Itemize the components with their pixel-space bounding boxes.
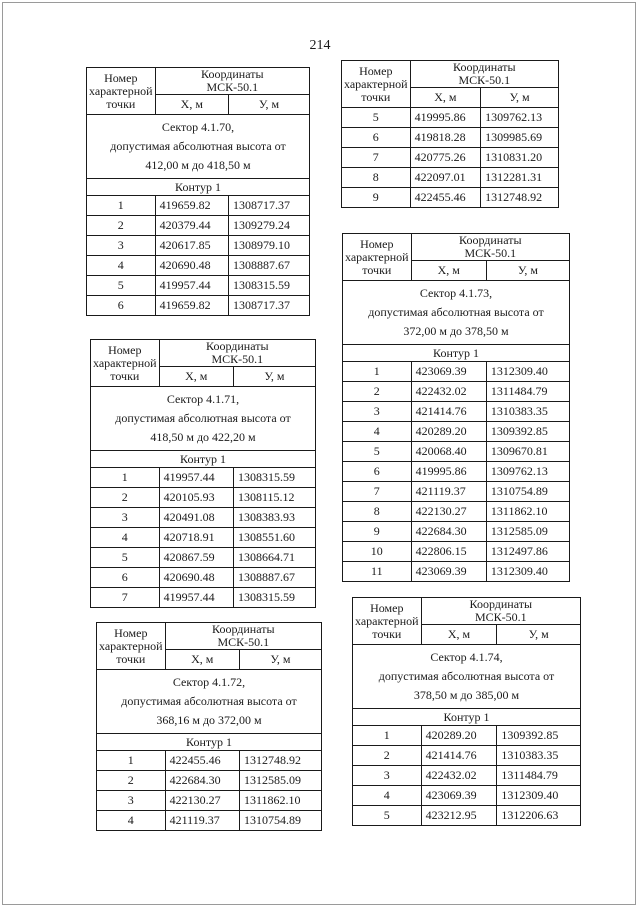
x-coordinate-cell: 420617.85 [155, 236, 228, 256]
sector-description-line: Сектор 4.1.71, [166, 392, 240, 406]
coordinates-header-line: МСК-50.1 [211, 352, 264, 366]
table-row [353, 766, 581, 786]
y-coordinate-cell: 1311484.79 [497, 766, 581, 786]
point-number-cell: 6 [342, 128, 411, 148]
coordinates-header [155, 68, 309, 95]
point-number-cell: 1 [343, 362, 412, 382]
coordinates-header-line: Координаты [206, 339, 269, 353]
point-number-cell: 2 [91, 488, 160, 508]
x-coordinate-cell: 419957.44 [155, 276, 228, 296]
table-row [343, 482, 570, 502]
contour-label: Контур 1 [353, 709, 581, 726]
x-coordinate-cell: 423069.39 [411, 362, 486, 382]
point-number-header-line: точки [362, 262, 392, 277]
header-row [343, 234, 570, 261]
coordinates-header-line: МСК-50.1 [217, 635, 270, 649]
y-column-header: У, м [229, 95, 310, 115]
coordinates-header-line: МСК-50.1 [474, 610, 527, 624]
x-coordinate-cell: 421119.37 [411, 482, 486, 502]
y-coordinate-cell: 1312206.63 [497, 806, 581, 826]
x-coordinate-cell: 419995.86 [411, 462, 486, 482]
coordinate-table-sector-4-1-71 [90, 339, 316, 608]
x-coordinate-cell: 419659.82 [155, 296, 228, 316]
header-row [97, 623, 322, 650]
point-number-cell: 5 [343, 442, 412, 462]
y-coordinate-cell: 1311484.79 [486, 382, 569, 402]
coordinates-header-line: МСК-50.1 [206, 80, 259, 94]
x-coordinate-cell: 419995.86 [410, 108, 481, 128]
sector-description [97, 670, 322, 734]
point-number-header [97, 623, 166, 670]
sector-row [91, 387, 316, 451]
header-row [91, 340, 316, 367]
point-number-cell: 1 [97, 751, 166, 771]
table-row [342, 188, 559, 208]
point-number-cell: 1 [87, 196, 156, 216]
table-row [87, 196, 310, 216]
table-row [353, 786, 581, 806]
y-coordinate-cell: 1312585.09 [239, 771, 321, 791]
sector-description-line: допустимая абсолютная высота от [121, 694, 297, 708]
table-row [343, 382, 570, 402]
point-number-header-line: Номер [359, 63, 393, 78]
y-coordinate-cell: 1308717.37 [229, 196, 310, 216]
y-coordinate-cell: 1312497.86 [486, 542, 569, 562]
point-number-cell: 5 [87, 276, 156, 296]
x-coordinate-cell: 420867.59 [159, 548, 233, 568]
y-coordinate-cell: 1309762.13 [486, 462, 569, 482]
table-row [97, 751, 322, 771]
point-number-cell: 4 [91, 528, 160, 548]
y-coordinate-cell: 1308717.37 [229, 296, 310, 316]
contour-row [343, 345, 570, 362]
point-number-header-line: характерной [99, 638, 163, 653]
y-column-header: У, м [486, 261, 569, 281]
x-coordinate-cell: 423069.39 [421, 786, 497, 806]
contour-label: Контур 1 [343, 345, 570, 362]
point-number-cell: 4 [87, 256, 156, 276]
sector-description-line: допустимая абсолютная высота от [110, 139, 286, 153]
table-row [342, 128, 559, 148]
table-row [343, 522, 570, 542]
table-row [91, 508, 316, 528]
y-coordinate-cell: 1308115.12 [233, 488, 315, 508]
table-row [342, 168, 559, 188]
x-coordinate-cell: 419818.28 [410, 128, 481, 148]
point-number-cell: 8 [343, 502, 412, 522]
x-coordinate-cell: 420718.91 [159, 528, 233, 548]
page-number: 214 [309, 38, 331, 53]
sector-row [343, 281, 570, 345]
y-column-header: У, м [233, 367, 315, 387]
point-number-header-line: характерной [345, 249, 409, 264]
point-number-cell: 1 [353, 726, 422, 746]
y-coordinate-cell: 1308887.67 [229, 256, 310, 276]
x-coordinate-cell: 423212.95 [421, 806, 497, 826]
x-column-header: X, м [155, 95, 228, 115]
contour-label: Контур 1 [91, 451, 316, 468]
y-coordinate-cell: 1308315.59 [229, 276, 310, 296]
x-coordinate-cell: 419659.82 [155, 196, 228, 216]
contour-label: Контур 1 [97, 734, 322, 751]
y-coordinate-cell: 1308315.59 [233, 468, 315, 488]
point-number-cell: 9 [343, 522, 412, 542]
table-row [342, 148, 559, 168]
table-row [91, 488, 316, 508]
point-number-cell: 6 [343, 462, 412, 482]
point-number-cell: 3 [91, 508, 160, 528]
point-number-cell: 3 [353, 766, 422, 786]
x-coordinate-cell: 422806.15 [411, 542, 486, 562]
x-coordinate-cell: 422455.46 [165, 751, 239, 771]
y-coordinate-cell: 1312309.40 [486, 362, 569, 382]
y-coordinate-cell: 1311862.10 [486, 502, 569, 522]
y-coordinate-cell: 1310754.89 [486, 482, 569, 502]
table-row [91, 588, 316, 608]
x-coordinate-cell: 420690.48 [159, 568, 233, 588]
table-row [91, 568, 316, 588]
table-row [87, 276, 310, 296]
y-coordinate-cell: 1308664.71 [233, 548, 315, 568]
point-number-header-line: Номер [360, 236, 394, 251]
table-row [87, 216, 310, 236]
sector-row [87, 115, 310, 179]
y-coordinate-cell: 1312585.09 [486, 522, 569, 542]
coordinates-header-line: Координаты [453, 60, 516, 74]
point-number-cell: 2 [353, 746, 422, 766]
y-column-header: У, м [497, 625, 581, 645]
point-number-cell: 10 [343, 542, 412, 562]
point-number-cell: 1 [91, 468, 160, 488]
point-number-cell: 7 [342, 148, 411, 168]
point-number-header [353, 598, 422, 645]
point-number-header [87, 68, 156, 115]
point-number-cell: 11 [343, 562, 412, 582]
table-row [343, 362, 570, 382]
y-coordinate-cell: 1310383.35 [497, 746, 581, 766]
point-number-header-line: Номер [114, 625, 148, 640]
table-row [343, 442, 570, 462]
sector-description-line: 378,50 м до 385,00 м [413, 688, 520, 702]
y-coordinate-cell: 1309985.69 [481, 128, 559, 148]
point-number-header [342, 61, 411, 108]
x-coordinate-cell: 422455.46 [410, 188, 481, 208]
coordinates-header-line: МСК-50.1 [464, 246, 517, 260]
point-number-header-line: Номер [104, 70, 138, 85]
point-number-cell: 3 [97, 791, 166, 811]
coordinates-header [159, 340, 315, 367]
coordinates-header [421, 598, 580, 625]
x-coordinate-cell: 423069.39 [411, 562, 486, 582]
x-column-header: X, м [165, 650, 239, 670]
contour-row [87, 179, 310, 196]
coordinates-header-line: Координаты [459, 233, 522, 247]
header-row [353, 598, 581, 625]
sector-description-line: 418,50 м до 422,20 м [150, 430, 256, 444]
contour-row [353, 709, 581, 726]
sector-description [353, 645, 581, 709]
header-row [342, 61, 559, 88]
point-number-header [91, 340, 160, 387]
x-column-header: X, м [410, 88, 481, 108]
sector-description-line: допустимая абсолютная высота от [368, 305, 544, 319]
y-coordinate-cell: 1309762.13 [481, 108, 559, 128]
contour-row [91, 451, 316, 468]
point-number-header-line: Номер [108, 342, 142, 357]
point-number-cell: 5 [342, 108, 411, 128]
x-coordinate-cell: 422130.27 [411, 502, 486, 522]
sector-description-line: 368,16 м до 372,00 м [156, 713, 262, 727]
y-coordinate-cell: 1308551.60 [233, 528, 315, 548]
x-coordinate-cell: 419957.44 [159, 588, 233, 608]
point-number-cell: 5 [91, 548, 160, 568]
header-row [87, 68, 310, 95]
coordinate-table-sector-4-1-72 [96, 622, 322, 831]
x-coordinate-cell: 422097.01 [410, 168, 481, 188]
sector-description-line: Сектор 4.1.73, [419, 286, 493, 300]
x-coordinate-cell: 420491.08 [159, 508, 233, 528]
x-coordinate-cell: 420289.20 [421, 726, 497, 746]
x-coordinate-cell: 422130.27 [165, 791, 239, 811]
sector-description [91, 387, 316, 451]
table-row [343, 422, 570, 442]
table-row [343, 402, 570, 422]
x-coordinate-cell: 420690.48 [155, 256, 228, 276]
contour-label: Контур 1 [87, 179, 310, 196]
point-number-header-line: характерной [89, 83, 153, 98]
table-row [353, 726, 581, 746]
table-row [97, 811, 322, 831]
y-coordinate-cell: 1312309.40 [497, 786, 581, 806]
table-row [91, 528, 316, 548]
table-row [87, 296, 310, 316]
y-coordinate-cell: 1309392.85 [486, 422, 569, 442]
y-coordinate-cell: 1311862.10 [239, 791, 321, 811]
point-number-cell: 4 [343, 422, 412, 442]
y-coordinate-cell: 1312748.92 [481, 188, 559, 208]
table-row [343, 542, 570, 562]
y-coordinate-cell: 1308979.10 [229, 236, 310, 256]
point-number-header [343, 234, 412, 281]
table-row [91, 548, 316, 568]
point-number-cell: 3 [87, 236, 156, 256]
point-number-header-line: точки [110, 368, 140, 383]
point-number-cell: 2 [343, 382, 412, 402]
point-number-cell: 6 [91, 568, 160, 588]
y-coordinate-cell: 1312748.92 [239, 751, 321, 771]
y-coordinate-cell: 1310831.20 [481, 148, 559, 168]
sector-description-line: 372,00 м до 378,50 м [403, 324, 509, 338]
sector-row [353, 645, 581, 709]
x-coordinate-cell: 421119.37 [165, 811, 239, 831]
x-column-header: X, м [159, 367, 233, 387]
x-coordinate-cell: 420068.40 [411, 442, 486, 462]
y-coordinate-cell: 1309279.24 [229, 216, 310, 236]
contour-row [97, 734, 322, 751]
table-row [342, 108, 559, 128]
sector-description-line: Сектор 4.1.70, [161, 120, 235, 134]
point-number-header-line: точки [372, 626, 402, 641]
point-number-header-line: характерной [344, 76, 408, 91]
table-row [353, 806, 581, 826]
coordinate-table-sector-4-1-74 [352, 597, 581, 826]
y-coordinate-cell: 1312281.31 [481, 168, 559, 188]
coordinate-table-sector-4-1-72-continued [341, 60, 559, 208]
coordinate-table-sector-4-1-70 [86, 67, 310, 316]
point-number-cell: 9 [342, 188, 411, 208]
x-coordinate-cell: 420105.93 [159, 488, 233, 508]
point-number-header-line: точки [106, 96, 136, 111]
table-row [97, 771, 322, 791]
coordinate-table-sector-4-1-73 [342, 233, 570, 582]
point-number-cell: 4 [353, 786, 422, 806]
coordinates-header-line: Координаты [469, 597, 533, 611]
x-coordinate-cell: 419957.44 [159, 468, 233, 488]
point-number-cell: 3 [343, 402, 412, 422]
sector-description-line: допустимая абсолютная высота от [115, 411, 291, 425]
y-coordinate-cell: 1310754.89 [239, 811, 321, 831]
coordinates-header-line: Координаты [212, 622, 275, 636]
table-row [87, 256, 310, 276]
point-number-cell: 7 [343, 482, 412, 502]
x-coordinate-cell: 422432.02 [411, 382, 486, 402]
table-row [97, 791, 322, 811]
sector-description-line: 412,00 м до 418,50 м [145, 158, 251, 172]
sector-description [87, 115, 310, 179]
point-number-header-line: точки [116, 651, 146, 666]
point-number-cell: 6 [87, 296, 156, 316]
point-number-cell: 4 [97, 811, 166, 831]
y-coordinate-cell: 1309392.85 [497, 726, 581, 746]
x-column-header: X, м [411, 261, 486, 281]
sector-description [343, 281, 570, 345]
y-coordinate-cell: 1310383.35 [486, 402, 569, 422]
x-coordinate-cell: 420379.44 [155, 216, 228, 236]
y-column-header: У, м [481, 88, 559, 108]
x-coordinate-cell: 422684.30 [411, 522, 486, 542]
table-row [91, 468, 316, 488]
y-coordinate-cell: 1309670.81 [486, 442, 569, 462]
x-column-header: X, м [421, 625, 497, 645]
table-row [343, 502, 570, 522]
point-number-cell: 2 [97, 771, 166, 791]
point-number-cell: 7 [91, 588, 160, 608]
coordinates-header-line: Координаты [201, 67, 264, 81]
coordinates-header-line: МСК-50.1 [458, 73, 511, 87]
y-coordinate-cell: 1308887.67 [233, 568, 315, 588]
x-coordinate-cell: 421414.76 [421, 746, 497, 766]
point-number-header-line: характерной [93, 355, 157, 370]
point-number-cell: 8 [342, 168, 411, 188]
table-row [343, 462, 570, 482]
y-coordinate-cell: 1312309.40 [486, 562, 569, 582]
y-coordinate-cell: 1308315.59 [233, 588, 315, 608]
table-row [87, 236, 310, 256]
x-coordinate-cell: 420775.26 [410, 148, 481, 168]
x-coordinate-cell: 420289.20 [411, 422, 486, 442]
sector-description-line: Сектор 4.1.72, [172, 675, 246, 689]
table-row [353, 746, 581, 766]
sector-description-line: допустимая абсолютная высота от [378, 669, 555, 683]
x-coordinate-cell: 422432.02 [421, 766, 497, 786]
point-number-header-line: точки [361, 89, 391, 104]
y-column-header: У, м [239, 650, 321, 670]
point-number-cell: 5 [353, 806, 422, 826]
point-number-header-line: характерной [355, 613, 419, 628]
point-number-header-line: Номер [370, 600, 404, 615]
y-coordinate-cell: 1308383.93 [233, 508, 315, 528]
x-coordinate-cell: 421414.76 [411, 402, 486, 422]
x-coordinate-cell: 422684.30 [165, 771, 239, 791]
sector-row [97, 670, 322, 734]
coordinates-header [411, 234, 569, 261]
coordinates-header [165, 623, 321, 650]
sector-description-line: Сектор 4.1.74, [430, 650, 503, 664]
point-number-cell: 2 [87, 216, 156, 236]
table-row [343, 562, 570, 582]
coordinates-header [410, 61, 558, 88]
